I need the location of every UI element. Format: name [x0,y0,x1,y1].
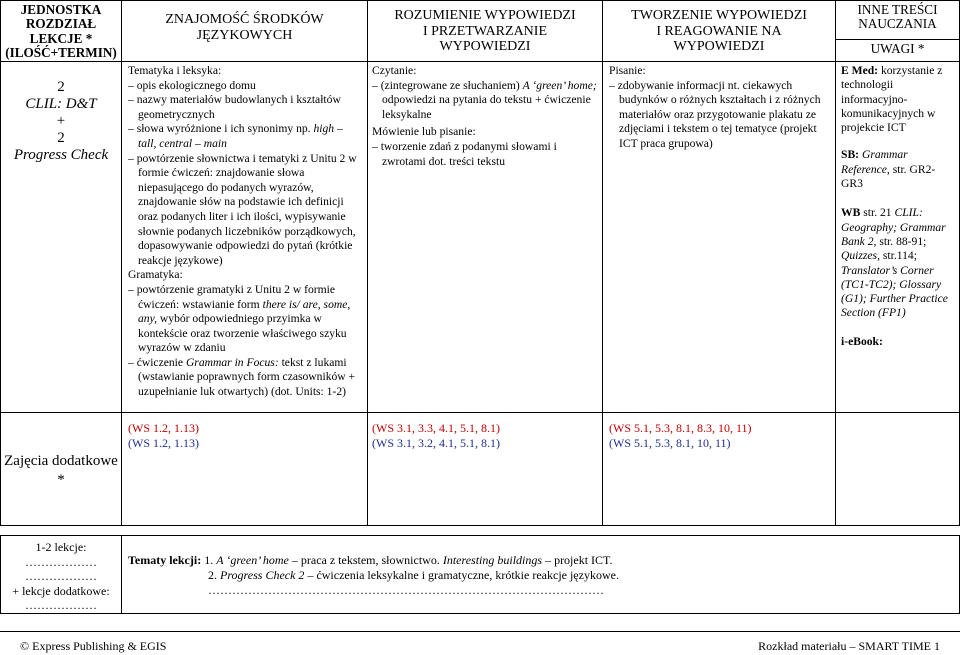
lesson-topics-cell [128,553,954,598]
ws-ref-red: (WS 1.2, 1.13) [128,421,199,435]
extra-lessons-label: Zajęcia dodatkowe * [4,453,118,488]
bottom-table-divider [121,535,122,614]
ws-ref-red: (WS 3.1, 3.3, 4.1, 5.1, 8.1) [372,421,500,435]
col-divider-1 [121,0,122,526]
lesson-count-cell [1,540,121,613]
topic-line-3: ……………………………………………………………………………………… [208,583,604,597]
header-line: ROZUMIENIE WYPOWIEDZI [394,8,576,23]
header-line: WYPOWIEDZI [673,39,765,54]
lesson-count-line: ……………… [25,554,97,569]
wb-entry: WB str. 21 CLIL: Geography; Grammar Bank 2, str. 88-91; Quizzes, str.114; Translator’s Corner (TC1-TC2); Glossary (G1); Further Practice Section (FP1) [841,206,948,320]
section-label: Gramatyka: [128,268,183,282]
header-line: I REAGOWANIE NA [656,23,782,39]
table-row-divider [0,412,960,413]
lesson-count-line: ……………… [25,569,97,583]
section-label: Tematyka i leksyka: [128,64,222,77]
footer-copyright: © Express Publishing & EGIS [20,639,167,653]
table-header-divider [0,61,960,62]
ws-ref-red: (WS 5.1, 5.3, 8.1, 8.3, 10, 11) [609,421,752,435]
header-line: INNE TREŚCI [857,2,938,17]
header-line: JEDNOSTKA [20,2,102,17]
production-cell [609,64,831,152]
footer-divider [0,631,960,632]
unit-line: CLIL: D&T [25,96,97,112]
iebook-entry: i-eBook: [841,334,883,348]
lesson-count-line: + lekcje dodatkowe: [12,583,110,598]
emed-entry: E Med: korzystanie z technologii informacyjno-komunikacyjnych w projekcie ICT [841,64,943,135]
header-col-production [603,8,835,55]
other-cell [841,64,957,349]
header-col-comprehension [368,8,602,55]
header-line: ROZDZIAŁ [25,16,97,32]
unit-line: + [56,113,66,129]
section-label: Mówienie lub pisanie: [372,125,476,139]
list-item: – powtórzenie słownictwa i tematyki z Unitu 2 w formie ćwiczeń: znajdowanie słowa niepasującego do podanych wyrazów, znajdowanie słów na podstawie ich definicji oraz podanych liter i ich ilości, wypisywanie słownie podanych liczebników porządkowych, dopasowywanie odpowiedzi do pytań (krótkie reakcje językowe) [128,151,357,267]
list-item: – nazwy materiałów budowlanych i kształtów geometrycznych [128,93,341,121]
bottom-table-top [0,535,960,536]
header-line: ZNAJOMOŚĆ ŚRODKÓW [165,12,324,27]
unit-cell [1,79,121,164]
ws-ref-blue: (WS 3.1, 3.2, 4.1, 5.1, 8.1) [372,435,500,450]
list-item: – powtórzenie gramatyki z Unitu 2 w formie ćwiczeń: wstawianie form there is/ are, some, any, wybór odpowiedniego przyimka w kontekście oraz tworzenie właściwego szyku wyrazów w zdaniu [128,282,351,355]
list-item: – słowa wyróżnione i ich synonimy np. high – tall, central – main [128,122,343,150]
col-divider-3 [602,0,603,526]
header-col-language [122,12,367,44]
header-line: I PRZETWARZANIE [422,23,548,39]
production-ws-refs [609,421,833,450]
table-border-top [0,0,960,1]
section-label: Pisanie: [609,64,646,77]
unit-line: 2 [57,130,65,146]
header-line: NAUCZANIA [858,16,937,32]
list-item: – ćwiczenie Grammar in Focus: tekst z lukami (wstawianie poprawnych form czasowników + uzupełnianie luk otwartych) (dot. Units: 1-2) [128,355,356,399]
section-label: Czytanie: [372,64,417,77]
language-ws-refs [128,421,364,450]
footer-title: Rozkład materiału – SMART TIME 1 [758,639,940,653]
col-divider-4 [835,0,836,526]
comprehension-ws-refs [372,421,600,450]
comprehension-cell [372,64,600,169]
sb-entry: SB: Grammar Reference, str. GR2-GR3 [841,148,936,191]
bottom-table-bottom [0,613,960,614]
topic-line-1: Tematy lekcji: 1. A ‘green’ home – praca z tekstem, słownictwo. Interesting buildings – projekt ICT. [128,553,613,567]
unit-line: Progress Check [13,147,109,163]
lesson-count-line: ……………… [25,598,97,612]
header-col-remarks: UWAGI * [870,41,925,56]
topic-line-2: 2. Progress Check 2 – ćwiczenia leksykalne i gramatyczne, krótkie reakcje językowe. [208,568,619,582]
col5-subheader-divider [835,39,960,40]
header-line: TWORZENIE WYPOWIEDZI [631,8,807,23]
unit-line: 2 [57,79,65,95]
list-item: – opis ekologicznego domu [128,78,256,92]
col-divider-2 [367,0,368,526]
header-col-other [836,3,959,32]
ws-ref-blue: (WS 1.2, 1.13) [128,435,199,450]
lesson-count-line: 1-2 lekcje: [35,540,87,554]
header-line: WYPOWIEDZI [439,39,531,54]
list-item: – zdobywanie informacji nt. ciekawych budynków o różnych kształtach i z różnych materiałów oraz przygotowanie plakatu ze zdjęciami i tekstem o tej tematyce (projekt ICT praca grupowa) [609,78,821,150]
language-cell [128,64,364,400]
header-line: JĘZYKOWYCH [196,28,293,43]
header-col-unit [1,3,121,61]
list-item: – tworzenie zdań z podanymi słowami i zwrotami dot. treści tekstu [372,139,557,168]
table-border-bottom [0,525,960,526]
list-item: – (zintegrowane ze słuchaniem) A ‘green’ home; odpowiedzi na pytania do tekstu + ćwiczenie leksykalne [372,78,597,121]
header-line: (ILOŚĆ+TERMIN) [5,45,117,61]
header-line: LEKCJE * [29,30,93,46]
ws-ref-blue: (WS 5.1, 5.3, 8.1, 10, 11) [609,435,731,450]
